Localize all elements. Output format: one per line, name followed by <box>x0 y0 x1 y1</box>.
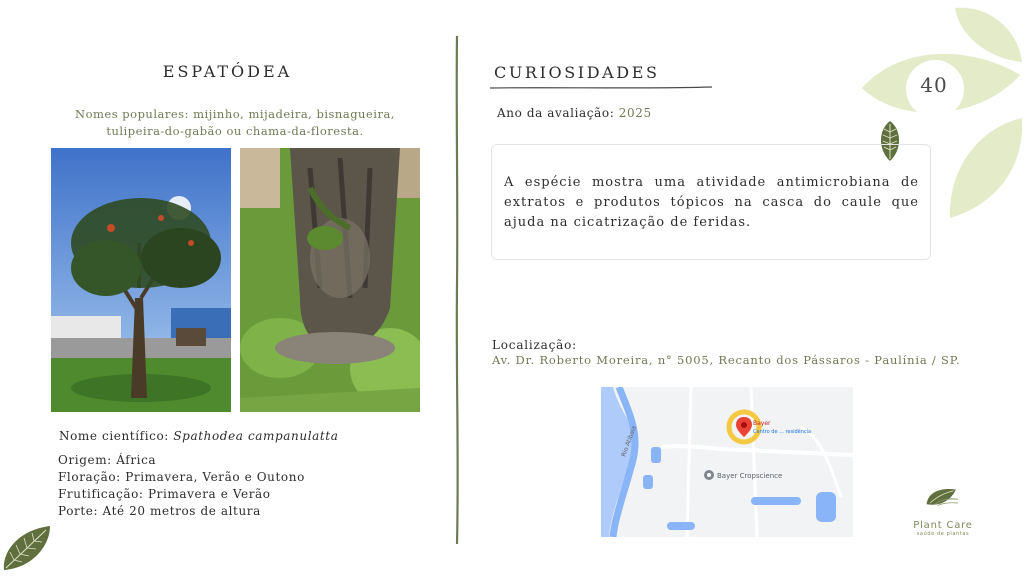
location-map[interactable] <box>601 387 853 537</box>
leaf-icon <box>0 524 52 572</box>
leaf-icon <box>950 118 1022 218</box>
location-label: Localização: <box>492 338 577 352</box>
leaf-icon <box>955 8 1022 62</box>
tree-photo <box>51 148 231 412</box>
column-divider <box>452 36 462 544</box>
brand-logo-text <box>900 520 986 537</box>
fact-fruiting: Frutificação: Primavera e Verão <box>58 487 271 501</box>
popular-names: Nomes populares: mijinho, mijadeira, bisnagueira, tulipeira-do-gabão ou chama-da-floresta. <box>75 107 395 138</box>
species-title: ESPATÓDEA <box>162 62 293 81</box>
scientific-name-line <box>59 429 338 443</box>
year-value: 2025 <box>618 106 652 120</box>
plant-care-logo <box>900 486 986 520</box>
page-number: 40 <box>920 73 948 97</box>
brand-name: Plant Care <box>913 520 973 531</box>
fact-origin: Origem: África <box>58 453 157 467</box>
curiosity-box <box>491 144 931 260</box>
trunk-photo <box>240 148 420 412</box>
map-road-label: Rio Atibaia <box>620 424 638 458</box>
map-pin-label: Bayer <box>753 420 771 427</box>
evaluation-year <box>497 106 652 120</box>
map-place-label: Bayer Cropscience <box>717 472 783 480</box>
year-label: Ano da avaliação: <box>497 106 615 120</box>
location-address: Av. Dr. Roberto Moreira, n° 5005, Recanto dos Pássaros - Paulínia / SP. <box>492 353 961 367</box>
fact-size: Porte: Até 20 metros de altura <box>58 504 261 518</box>
map-pin-sublabel: Centro de ... residência <box>753 429 812 435</box>
scientific-name-label: Nome científico: <box>59 429 169 443</box>
curiosity-text: A espécie mostra uma atividade antimicrobiana de extratos e produtos tópicos na casca do caule que ajuda na cicatrização de feridas. <box>504 175 919 230</box>
curiosities-title: CURIOSIDADES <box>494 63 660 82</box>
brand-tagline: saúde de plantas <box>916 531 970 537</box>
title-underline <box>490 85 712 91</box>
scientific-name: Spathodea campanulatta <box>173 429 339 443</box>
fact-flowering: Floração: Primavera, Verão e Outono <box>58 470 305 484</box>
species-facts <box>58 452 305 520</box>
